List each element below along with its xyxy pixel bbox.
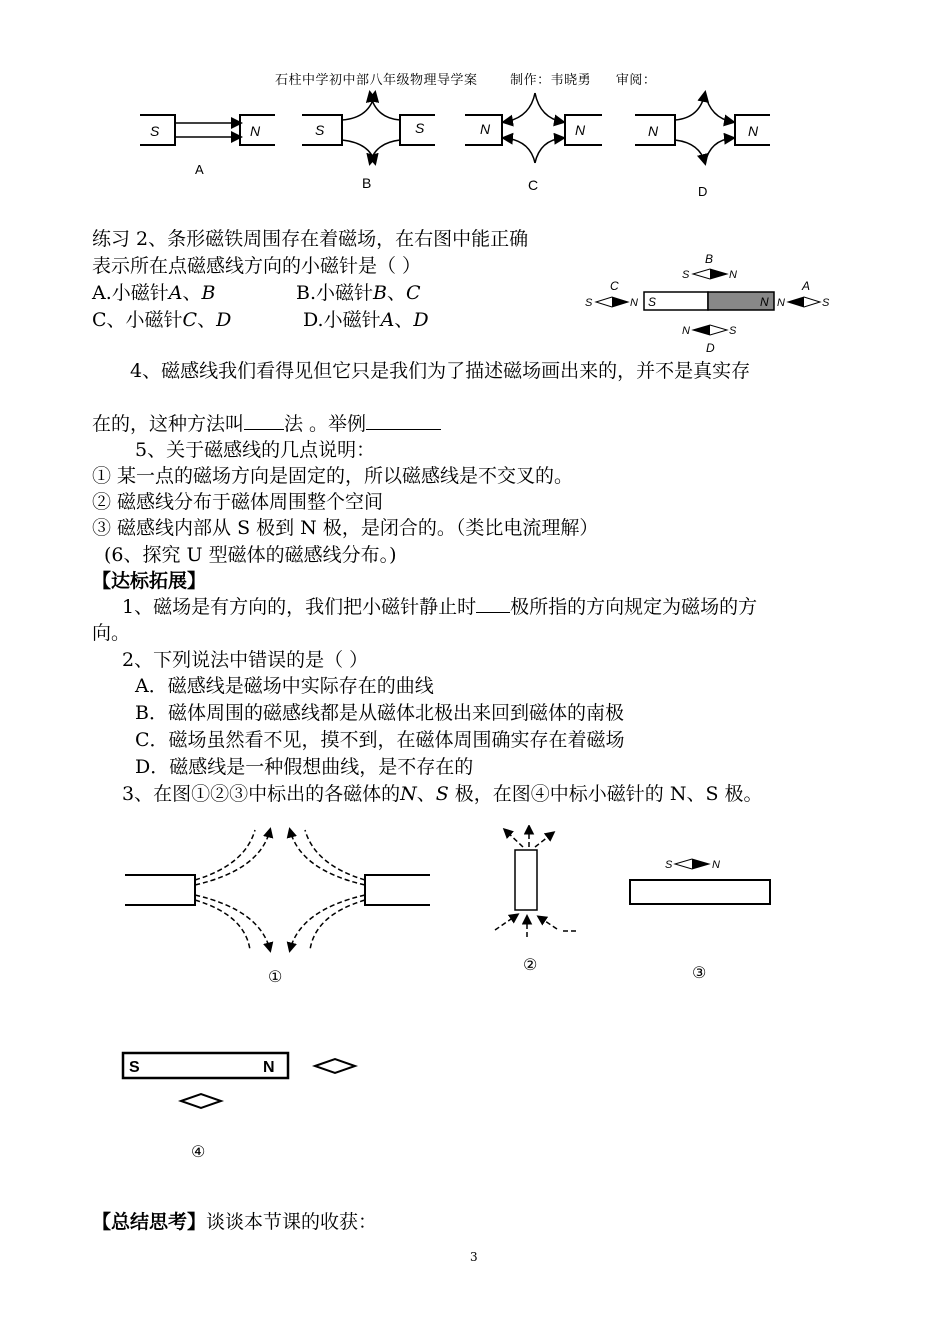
section-title: 【达标拓展】 (92, 570, 207, 592)
ex2-option-a: A.小磁针A、B (92, 282, 216, 304)
header-title: 石柱中学初中部八年级物理导学案 (275, 73, 478, 88)
fig-b-caption: B (362, 175, 372, 191)
p5-item1: ① 某一点的磁场方向是固定的，所以磁感线是不交叉的。 (92, 465, 574, 487)
svg-text:S: S (729, 325, 737, 337)
fig-a-caption: A (195, 162, 204, 177)
svg-text:N: N (777, 297, 785, 309)
fig-c-caption: C (528, 177, 539, 193)
summary-text: 谈谈本节课的收获： (206, 1211, 378, 1233)
page-number: 3 (470, 1250, 478, 1264)
ex2-option-b: B.小磁针B、C (296, 282, 421, 304)
ex2-magnet-s: S (648, 295, 657, 309)
page-header (275, 69, 656, 88)
fig4-needle-right (315, 1059, 355, 1073)
svg-text:N: N (630, 297, 638, 309)
fig-a-right: N (250, 123, 261, 139)
fig-c-left: N (480, 121, 491, 137)
fig-c-right: N (575, 122, 586, 138)
fig-d-right: N (748, 123, 759, 139)
p5-item3: ③ 磁感线内部从 S 极到 N 极，是闭合的。（类比电流理解） (92, 517, 599, 539)
svg-text:S: S (822, 297, 830, 309)
fig-d-left: N (648, 123, 659, 139)
ex2-magnet-figure (580, 248, 840, 358)
ex2-option-c: C、小磁针C、D (92, 309, 232, 331)
svg-text:N: N (682, 325, 690, 337)
svg-text:N: N (729, 269, 737, 281)
summary-title: 【总结思考】 (92, 1211, 207, 1233)
fig-d-caption: D (698, 184, 708, 199)
fig4-magnet-s: S (129, 1059, 140, 1076)
fig4-caption: ④ (191, 1144, 206, 1161)
figure-c (465, 93, 602, 193)
p4-line2: 在的，这种方法叫 法 。举例 (92, 411, 441, 437)
q2-option-d: D．磁感线是一种假想曲线，是不存在的 (135, 756, 474, 778)
ex2-option-d: D.小磁针A、D (303, 309, 429, 331)
summary (92, 1209, 377, 1235)
q3-title: 3、在图①②③中标出的各磁体的N、S 极，在图④中标小磁针的 N、S 极。 (122, 783, 763, 805)
q2-option-b: B．磁体周围的磁感线都是从磁体北极出来回到磁体的南极 (135, 702, 624, 724)
ex2-line2: 表示所在点磁感线方向的小磁针是（ ） (92, 255, 422, 277)
q2-option-a: A．磁感线是磁场中实际存在的曲线 (135, 675, 434, 697)
fig4-magnet-n: N (263, 1059, 275, 1076)
ex2-magnet-n: N (760, 295, 769, 309)
fig4-needle-bottom (181, 1094, 221, 1108)
figure-a (140, 115, 275, 177)
svg-text:S: S (585, 297, 593, 309)
fig-b-left: S (315, 122, 325, 138)
p5-title: 5、关于磁感线的几点说明： (135, 439, 376, 461)
ex2-line1: 练习 2、条形磁铁周围存在着磁场，在右图中能正确 (92, 228, 529, 250)
fig3-needle-n: N (712, 859, 720, 871)
header-author: 制作：韦晓勇 (510, 73, 592, 88)
q2-option-c: C．磁场虽然看不见，摸不到，在磁体周围确实存在着磁场 (135, 729, 625, 751)
fig3-needle-s: S (665, 859, 673, 871)
p4-line1: 4、磁感线我们看得见但它只是我们为了描述磁场画出来的，并不是真实存 (130, 360, 751, 382)
fig1-caption: ① (268, 969, 283, 986)
p5-item6: (6、探究 U 型磁体的磁感线分布。) (104, 544, 397, 566)
p5-item2: ② 磁感线分布于磁体周围整个空间 (92, 491, 384, 513)
svg-text:S: S (682, 269, 690, 281)
top-magnet-figures (130, 88, 810, 203)
figure-2 (485, 825, 585, 985)
svg-text:B: B (705, 252, 714, 266)
fig-a-left: S (150, 123, 160, 139)
figure-d (635, 93, 770, 199)
q1-line1: 1、磁场是有方向的，我们把小磁针静止时 极所指的方向规定为磁场的方 (122, 596, 758, 618)
svg-text:D: D (706, 341, 715, 355)
q1-line2: 向。 (92, 622, 131, 644)
fig2-caption: ② (523, 957, 538, 974)
figure-4 (115, 1045, 375, 1165)
fig3-caption: ③ (692, 965, 707, 982)
svg-text:C: C (610, 279, 619, 293)
header-review: 审阅： (615, 73, 657, 88)
svg-text:A: A (802, 279, 811, 293)
fig-b-right: S (415, 120, 425, 136)
figure-b (302, 93, 435, 191)
figure-1 (120, 825, 440, 990)
figure-3 (620, 850, 780, 985)
q2-title: 2、下列说法中错误的是（ ） (122, 649, 369, 671)
